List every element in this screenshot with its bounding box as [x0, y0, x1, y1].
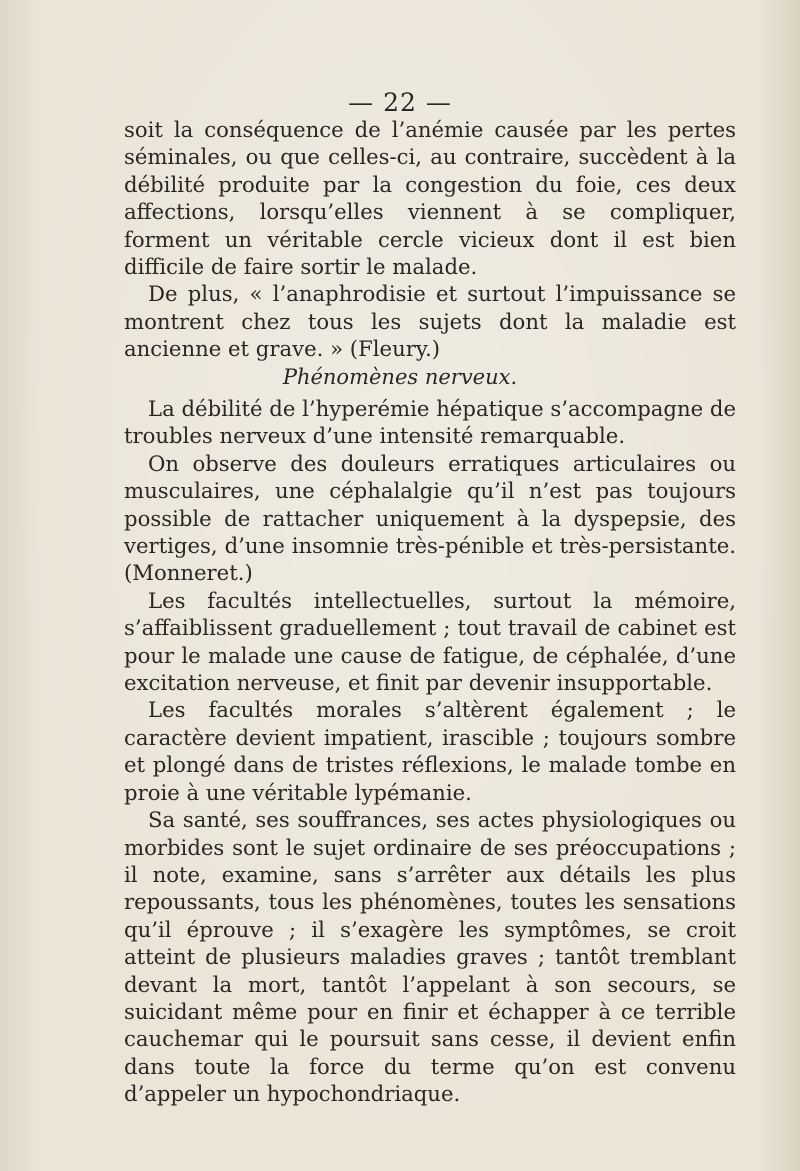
paragraph: soit la conséquence de l’anémie causée par les pertes séminales, ou que celles-ci, au contraire, succèdent à la débilité produite par la congestion du foie, ces deux affections, lorsqu’elles viennent à se compliquer, forment un véritable cercle vicieux dont il est bien difficile de faire sortir le malade.	[124, 117, 736, 280]
paragraph: La débilité de l’hyperémie hépatique s’accompagne de troubles nerveux d’une intensité remarquable.	[124, 396, 736, 449]
page-number: — 22 —	[348, 88, 452, 117]
paragraph: On observe des douleurs erratiques articulaires ou musculaires, une céphalalgie qu’il n’est pas toujours possible de rattacher uniquement à la dyspepsie, des vertiges, d’une insomnie très-pénible et très-persistante. (Monneret.)	[124, 450, 736, 586]
paragraph: Les facultés intellectuelles, surtout la mémoire, s’affaiblissent graduellement ; tout travail de cabinet est pour le malade une cause de fatigue, de céphalée, d’une excitation nerveuse, et finit par devenir insupportable.	[124, 587, 736, 696]
section-text	[124, 395, 736, 1108]
paragraph: Les facultés morales s’altèrent également ; le caractère devient impatient, irascible ; toujours sombre et plongé dans de tristes réflexions, le malade tombe en proie à une véritable lypémanie.	[124, 697, 736, 805]
opening-text	[124, 116, 736, 363]
paragraph: De plus, « l’anaphrodisie et surtout l’impuissance se montrent chez tous les sujets dont la maladie est ancienne et grave. » (Fleury.)	[124, 281, 736, 362]
section-heading: Phénomènes nerveux.	[282, 365, 518, 389]
paragraph: Sa santé, ses souffrances, ses actes physiologiques ou morbides sont le sujet ordinaire de ses préoccupations ; il note, examine, sans s’arrêter aux détails les plus repoussants, tous les phénomènes, toutes les sensations qu’il éprouve ; il s’exagère les symptômes, se croit atteint de plusieurs maladies graves ; tantôt tremblant devant la mort, tantôt l’appelant à son secours, se suicidant même pour en finir et échapper à ce terrible cauchemar qui le poursuit sans cesse, il devient enfin dans toute la force du terme qu’on est convenu d’appeler un hypochondriaque.	[124, 807, 736, 1107]
